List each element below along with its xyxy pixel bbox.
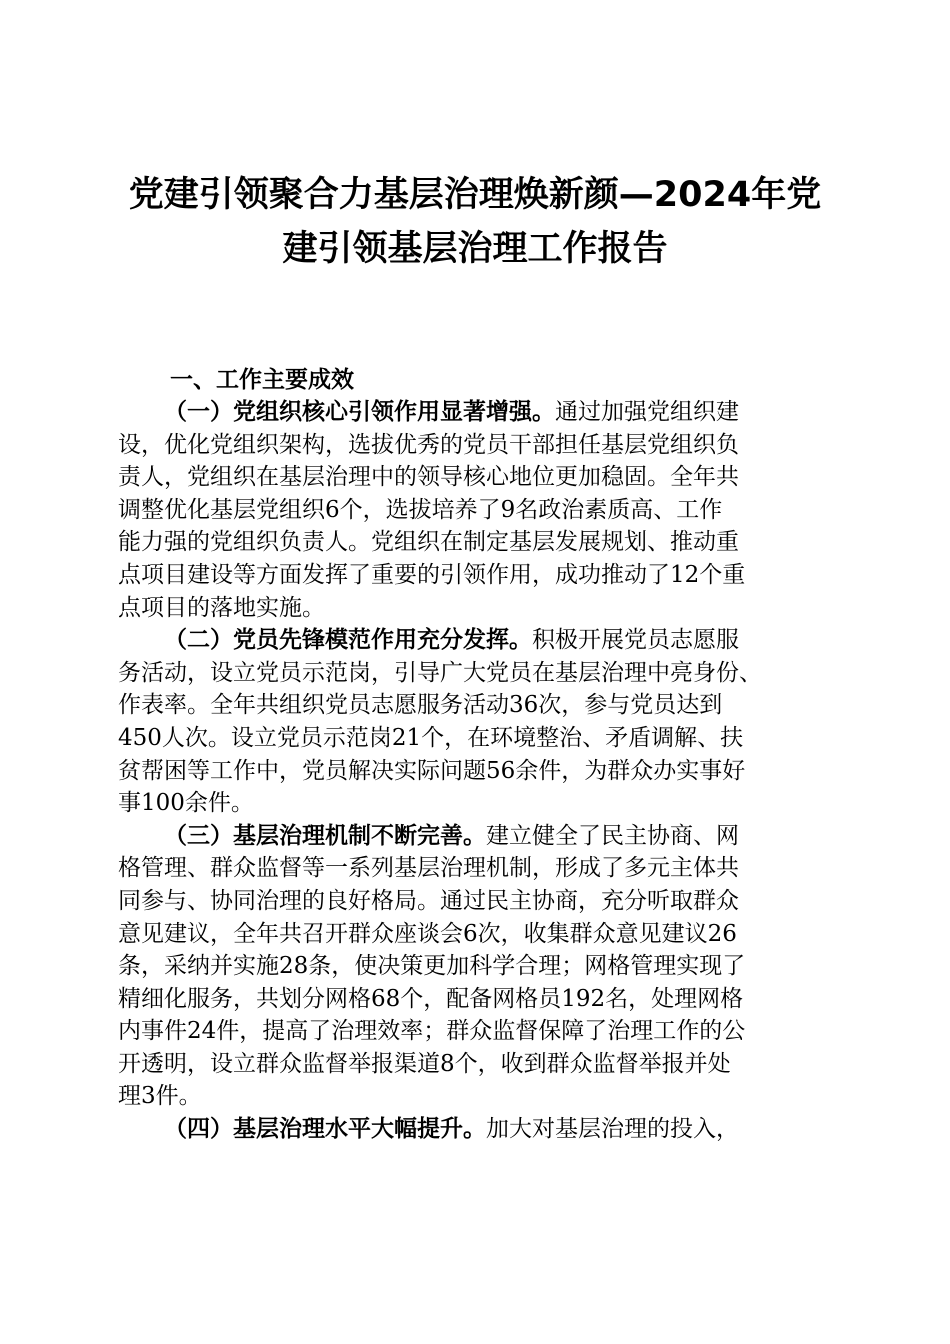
paragraph-line <box>118 1113 832 1146</box>
title-line-2: 建引领基层治理工作报告 <box>282 229 668 269</box>
paragraph-lead: （四）基层治理水平大幅提升。 <box>164 1116 486 1143</box>
paragraph-line: 务活动，设立党员示范岗，引导广大党员在基层治理中亮身份、 <box>118 659 762 686</box>
document-title <box>118 168 832 276</box>
paragraph-line: 格管理、群众监督等一系列基层治理机制，形成了多元主体共 <box>118 855 739 882</box>
paragraph-2 <box>118 624 832 820</box>
title-line-1: 党建引领聚合力基层治理焕新颜—2024年党 <box>128 175 822 215</box>
paragraph-line: 责人，党组织在基层治理中的领导核心地位更加稳固。全年共 <box>118 464 739 491</box>
paragraph-line: 事100余件。 <box>118 790 254 817</box>
paragraph-line <box>118 624 832 657</box>
paragraph-line: 贫帮困等工作中，党员解决实际问题56余件，为群众办实事好 <box>118 757 746 784</box>
paragraph-text: 通过加强党组织建 <box>555 399 739 425</box>
paragraph-lead: （三）基层治理机制不断完善。 <box>164 822 486 849</box>
paragraph-line: 同参与、协同治理的良好格局。通过民主协商，充分听取群众 <box>118 887 739 914</box>
paragraph-line <box>118 396 832 429</box>
paragraph-lead: （二）党员先锋模范作用充分发挥。 <box>164 627 532 654</box>
paragraph-line: 点项目建设等方面发挥了重要的引领作用，成功推动了12个重 <box>118 561 746 588</box>
paragraph-line <box>118 820 832 853</box>
paragraph-line: 调整优化基层党组织6个，选拔培养了9名政治素质高、工作 <box>118 496 723 523</box>
paragraph-line: 精细化服务，共划分网格68个，配备网格员192名，处理网格 <box>118 985 744 1012</box>
paragraph-line: 意见建议，全年共召开群众座谈会6次，收集群众意见建议26 <box>118 920 737 947</box>
paragraph-4 <box>118 1113 832 1146</box>
paragraph-line: 开透明，设立群众监督举报渠道8个，收到群众监督举报并处 <box>118 1050 731 1077</box>
paragraph-line: 设，优化党组织架构，选拔优秀的党员干部担任基层党组织负 <box>118 431 739 458</box>
paragraph-line: 作表率。全年共组织党员志愿服务活动36次，参与党员达到 <box>118 692 723 719</box>
paragraph-line: 450人次。设立党员示范岗21个，在环境整治、矛盾调解、扶 <box>118 724 744 751</box>
paragraph-line: 理3件。 <box>118 1083 202 1110</box>
paragraph-text: 建立健全了民主协商、网 <box>486 822 739 849</box>
paragraph-line: 内事件24件，提高了治理效率；群众监督保障了治理工作的公 <box>118 1018 746 1045</box>
paragraph-text: 加大对基层治理的投入， <box>486 1116 739 1143</box>
document-body <box>118 396 832 1146</box>
paragraph-1 <box>118 396 832 624</box>
paragraph-line: 点项目的落地实施。 <box>118 594 325 621</box>
paragraph-lead: （一）党组织核心引领作用显著增强。 <box>164 399 555 425</box>
paragraph-line: 能力强的党组织负责人。党组织在制定基层发展规划、推动重 <box>118 529 739 556</box>
paragraph-line: 条，采纳并实施28条，使决策更加科学合理；网格管理实现了 <box>118 953 746 980</box>
section-heading: 一、工作主要成效 <box>170 367 354 393</box>
paragraph-text: 积极开展党员志愿服 <box>532 627 739 654</box>
paragraph-3 <box>118 820 832 1113</box>
